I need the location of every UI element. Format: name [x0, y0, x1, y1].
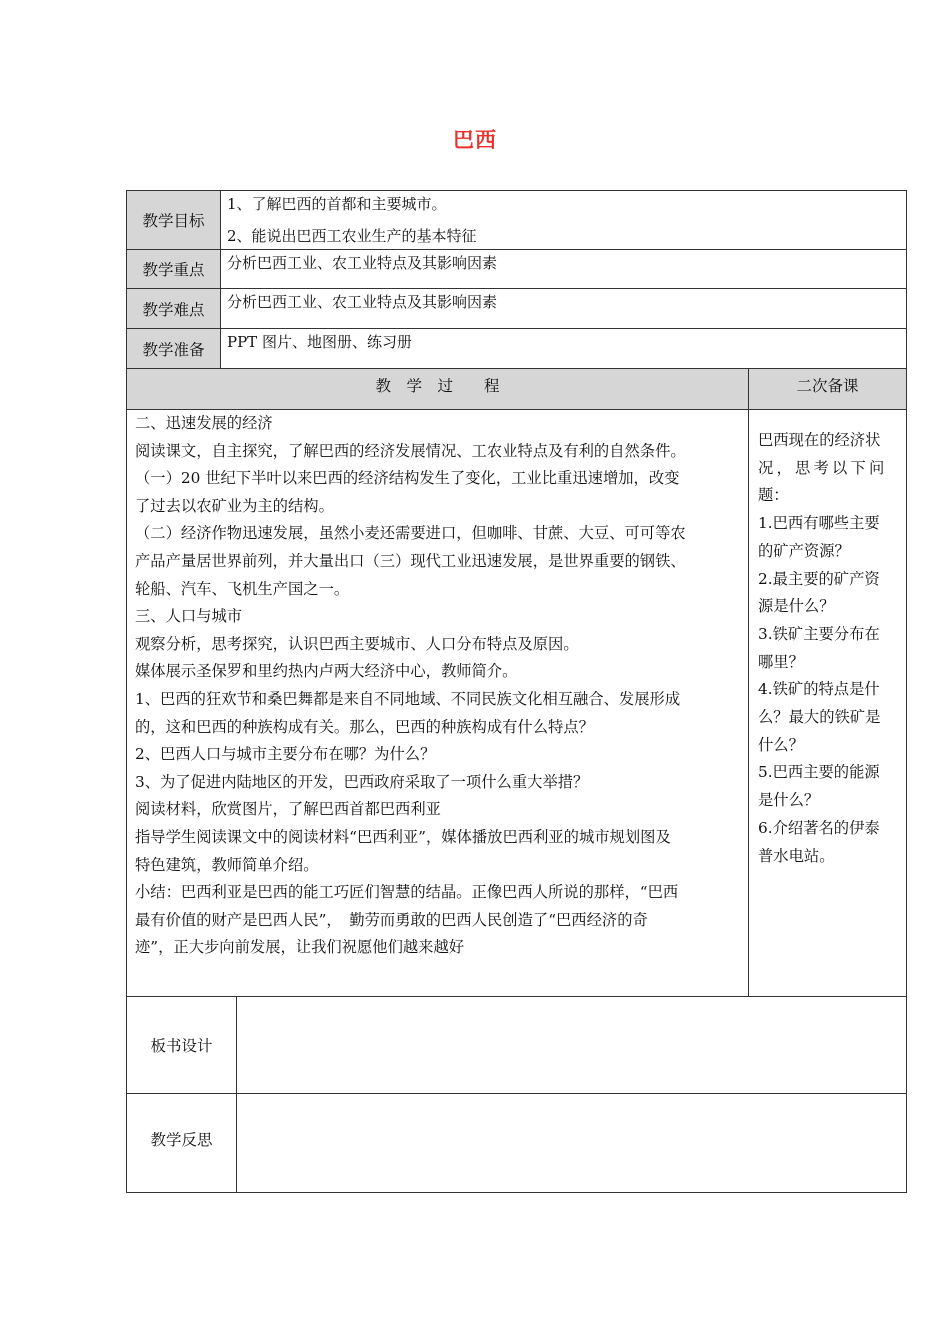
difficulty-value: 分析巴西工业、农工业特点及其影响因素 — [227, 293, 498, 311]
preparation-label — [126, 328, 221, 369]
process-line: （二）经济作物迅速发展，虽然小麦还需要进口，但咖啡、甘蔗、大豆、可可等农 — [135, 524, 686, 543]
side-line: 2.最主要的矿产资 — [758, 569, 880, 588]
preparation-label-text: 教学准备 — [142, 340, 205, 359]
board-label — [126, 996, 237, 1094]
side-notes — [748, 409, 907, 997]
process-line: 产品产量居世界前列，并大量出口（三）现代工业迅速发展，是世界重要的钢铁、 — [135, 551, 686, 570]
side-notes-content — [749, 410, 906, 870]
reflection-label — [126, 1093, 237, 1193]
reflection-label-text: 教学反思 — [150, 1131, 213, 1149]
side-line: 题： — [758, 486, 789, 505]
focus-cell — [220, 249, 907, 289]
process-line: 观察分析，思考探究，认识巴西主要城市、人口分布特点及原因。 — [135, 634, 579, 653]
side-header — [748, 368, 907, 410]
page-title: 巴西 — [453, 128, 497, 152]
side-line: 巴西现在的经济状 — [758, 431, 881, 449]
side-line: 5.巴西主要的能源 — [758, 763, 880, 782]
focus-label — [126, 249, 221, 289]
side-line: 况，思考以下问 — [758, 458, 888, 477]
focus-value: 分析巴西工业、农工业特点及其影响因素 — [227, 254, 498, 272]
process-line: 阅读材料，欣赏图片，了解巴西首都巴西利亚 — [135, 800, 441, 819]
process-line: 了过去以农矿业为主的结构。 — [135, 496, 334, 515]
process-header — [126, 368, 749, 410]
objectives-label-text: 教学目标 — [142, 212, 205, 230]
side-line: 么？最大的铁矿是 — [758, 708, 881, 727]
side-line: 什么？ — [758, 735, 804, 754]
process-body — [126, 409, 749, 997]
objective-item: 2、能说出巴西工农业生产的基本特征 — [227, 227, 477, 245]
process-line: 迹”，正大步向前发展，让我们祝愿他们越来越好 — [135, 938, 465, 957]
difficulty-label — [126, 288, 221, 329]
focus-label-text: 教学重点 — [142, 261, 205, 279]
reflection-cell — [236, 1093, 907, 1193]
process-line: 指导学生阅读课文中的阅读材料“巴西利亚”，媒体播放巴西利亚的城市规划图及 — [135, 827, 671, 846]
process-line: 最有价值的财产是巴西人民”， 勤劳而勇敢的巴西人民创造了“巴西经济的奇 — [135, 910, 648, 929]
process-line: （一）20 世纪下半叶以来巴西的经济结构发生了变化，工业比重迅速增加，改变 — [135, 469, 680, 488]
process-line: 三、人口与城市 — [135, 607, 243, 626]
difficulty-cell — [220, 288, 907, 329]
difficulty-label-text: 教学难点 — [142, 300, 205, 319]
side-line: 是什么？ — [758, 791, 820, 810]
process-line: 媒体展示圣保罗和里约热内卢两大经济中心，教师简介。 — [135, 662, 518, 681]
process-line: 阅读课文，自主探究，了解巴西的经济发展情况、工农业特点及有利的自然条件。 — [135, 441, 686, 460]
side-line: 普水电站。 — [758, 846, 835, 865]
objectives-cell — [220, 190, 907, 250]
process-line: 的，这和巴西的种族构成有关。那么，巴西的种族构成有什么特点？ — [135, 717, 594, 736]
side-header-text: 二次备课 — [796, 377, 859, 395]
process-line: 3、为了促进内陆地区的开发，巴西政府采取了一项什么重大举措？ — [135, 772, 589, 791]
preparation-value: PPT 图片、地图册、练习册 — [227, 333, 412, 351]
process-line: 2、巴西人口与城市主要分布在哪？为什么？ — [135, 745, 436, 764]
process-line: 1、巴西的狂欢节和桑巴舞都是来自不同地域、不同民族文化相互融合、发展形成 — [135, 689, 681, 708]
process-line: 二、迅速发展的经济 — [135, 414, 273, 432]
process-line: 轮船、汽车、飞机生产国之一。 — [135, 579, 350, 598]
side-line: 的矿产资源？ — [758, 541, 850, 560]
board-cell — [236, 996, 907, 1094]
process-line: 特色建筑，教师简单介绍。 — [135, 855, 319, 874]
process-line: 小结：巴西利亚是巴西的能工巧匠们智慧的结晶。正像巴西人所说的那样，“巴西 — [135, 883, 679, 902]
side-line: 3.铁矿主要分布在 — [758, 624, 880, 643]
board-label-text: 板书设计 — [150, 1037, 213, 1055]
process-content — [127, 410, 748, 962]
side-line: 哪里？ — [758, 652, 804, 671]
preparation-cell — [220, 328, 907, 369]
side-line: 源是什么？ — [758, 597, 835, 616]
objective-item: 1、了解巴西的首都和主要城市。 — [227, 195, 447, 213]
side-line: 1.巴西有哪些主要 — [758, 514, 880, 533]
side-line: 6.介绍著名的伊泰 — [758, 818, 880, 837]
process-header-text: 教 学 过 程 — [375, 377, 500, 395]
side-line: 4.铁矿的特点是什 — [758, 680, 880, 699]
objectives-label — [126, 190, 221, 250]
